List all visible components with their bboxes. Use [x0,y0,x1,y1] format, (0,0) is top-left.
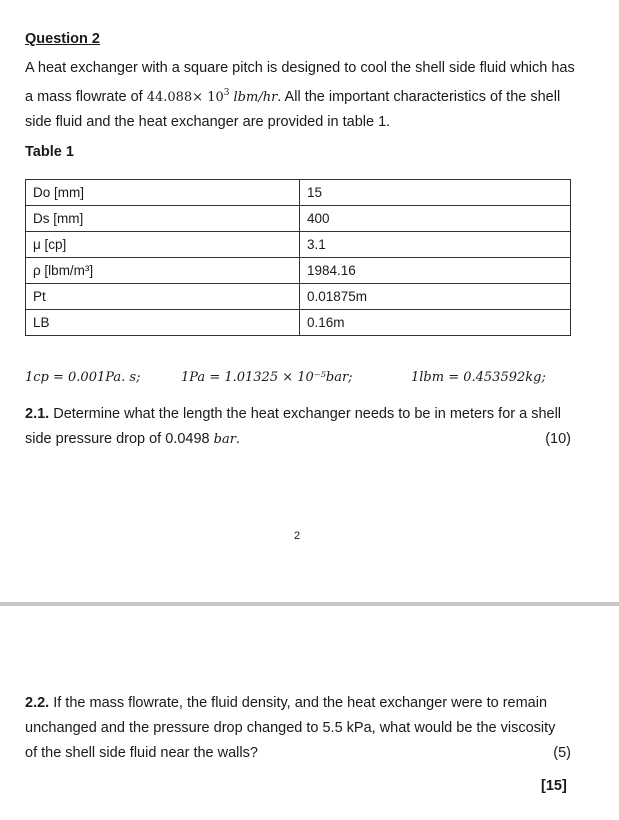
flow-exponent: 3 [223,88,230,98]
intro-text-2: . All the important characteristics of the shell side fluid and the heat exchanger are provided in table 1. [25,88,561,130]
row-label: μ [cp] [26,232,300,258]
question-title: Question 2 [25,31,100,47]
row-value: 3.1 [300,232,571,258]
row-value: 1984.16 [300,258,571,284]
row-value: 15 [300,180,571,206]
table-row [26,232,571,258]
flow-value: 44.088× 10 [146,89,224,105]
table-row [26,206,571,232]
row-label: Pt [26,284,300,310]
q21-unit: bar [213,432,236,447]
table-row [26,310,571,336]
row-label: ρ [lbm/m³] [26,258,300,284]
table-title: Table 1 [25,144,74,160]
q21-end: . [235,431,240,447]
table-row [26,258,571,284]
q22-number: 2.2. [25,695,50,711]
question-2-1 [25,402,571,452]
table-row [26,284,571,310]
row-value: 400 [300,206,571,232]
q21-text: Determine what the length the heat exchanger needs to be in meters for a shell side pressure drop of 0.0498 [25,406,562,447]
properties-table [25,179,571,336]
q21-number: 2.1. [25,406,50,422]
question-2-2 [25,691,571,766]
conversion-pa: 1Pa = 1.01325 × 10⁻⁵bar; [181,370,353,385]
page-divider [0,602,619,606]
row-value: 0.16m [300,310,571,336]
intro-text-1: A heat exchanger with a square pitch is designed to cool the shell side fluid which has a mass flowrate of [25,60,575,105]
q21-marks: (10) [545,431,571,447]
conversion-lbm: 1lbm = 0.453592kg; [411,370,546,385]
row-value: 0.01875m [300,284,571,310]
conversion-cp: 1cp = 0.001Pa. s; [25,370,141,385]
q22-text: If the mass flowrate, the fluid density, and the heat exchanger were to remain unchanged and the pressure drop changed to 5.5 kPa, what would be the viscosity of the shell side fluid near the walls? [25,695,556,761]
row-label: Ds [mm] [26,206,300,232]
flow-unit: lbm/hr [233,89,278,105]
row-label: Do [mm] [26,180,300,206]
row-label: LB [26,310,300,336]
page-number: 2 [294,530,301,542]
intro-paragraph [25,56,585,135]
total-marks: [15] [541,778,567,794]
table-row [26,180,571,206]
q22-marks: (5) [553,745,571,761]
